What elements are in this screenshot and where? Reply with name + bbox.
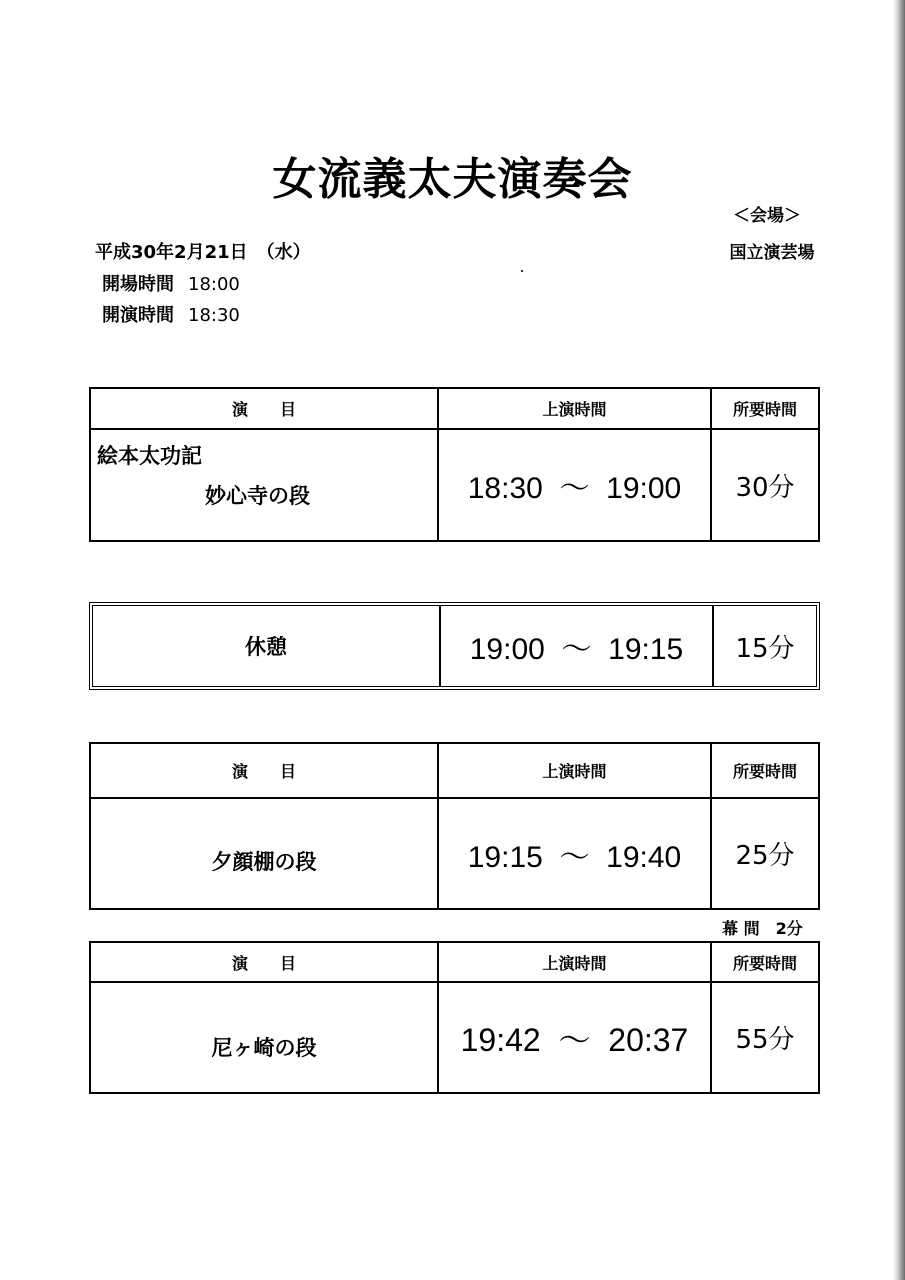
header-showtime: 上演時間 xyxy=(439,744,712,797)
header-showtime: 上演時間 xyxy=(439,943,712,981)
header-program: 演 目 xyxy=(91,744,439,797)
showtime-cell: 18:30 ～ 19:00 xyxy=(439,430,712,540)
header-program: 演 目 xyxy=(91,389,439,428)
program-title: 絵本太功記 xyxy=(97,444,202,468)
door-open-label: 開場時間 xyxy=(102,274,174,295)
page-title: 女流義太夫演奏会 xyxy=(272,154,633,205)
header-showtime: 上演時間 xyxy=(439,389,712,428)
duration-cell: 30分 xyxy=(735,472,795,503)
header-duration: 所要時間 xyxy=(732,762,797,781)
duration-cell: 25分 xyxy=(735,841,795,871)
header-program: 演 目 xyxy=(91,943,439,981)
header-duration: 所要時間 xyxy=(732,953,797,973)
program-scene: 尼ヶ崎の段 xyxy=(91,983,439,1092)
program-table-2 xyxy=(89,742,820,910)
showtime-cell: 19:15 ～ 19:40 xyxy=(439,799,712,908)
door-open-info xyxy=(102,270,240,296)
venue-name: 国立演芸場 xyxy=(729,243,815,263)
table-header-row xyxy=(91,389,818,428)
show-start-label: 開演時間 xyxy=(102,305,174,326)
break-duration: 15分 xyxy=(735,633,795,664)
program-cell xyxy=(91,430,439,540)
break-table xyxy=(89,602,820,690)
table-row xyxy=(93,606,816,686)
break-time: 19:00 ～ 19:15 xyxy=(441,606,714,686)
program-table-1 xyxy=(89,387,820,542)
header-duration: 所要時間 xyxy=(732,400,797,419)
table-row xyxy=(91,797,818,908)
venue-label: ＜会場＞ xyxy=(733,206,801,226)
scan-speck xyxy=(521,270,523,272)
table-row xyxy=(91,981,818,1092)
show-start-time: 18:30 xyxy=(188,305,240,326)
program-scene: 妙心寺の段 xyxy=(205,484,310,508)
break-label: 休憩 xyxy=(93,606,441,686)
duration-cell: 55分 xyxy=(735,1025,795,1055)
program-scene: 夕顔棚の段 xyxy=(91,799,439,908)
intermission-note: 幕 間 2分 xyxy=(722,919,803,938)
performance-date: 平成30年2月21日 （水） xyxy=(95,242,311,263)
show-start-info xyxy=(102,301,240,327)
table-header-row xyxy=(91,744,818,797)
table-row xyxy=(91,428,818,540)
table-header-row xyxy=(91,943,818,981)
door-open-time: 18:00 xyxy=(188,274,240,295)
showtime-cell: 19:42 ～ 20:37 xyxy=(439,983,712,1092)
program-table-3 xyxy=(89,941,820,1094)
